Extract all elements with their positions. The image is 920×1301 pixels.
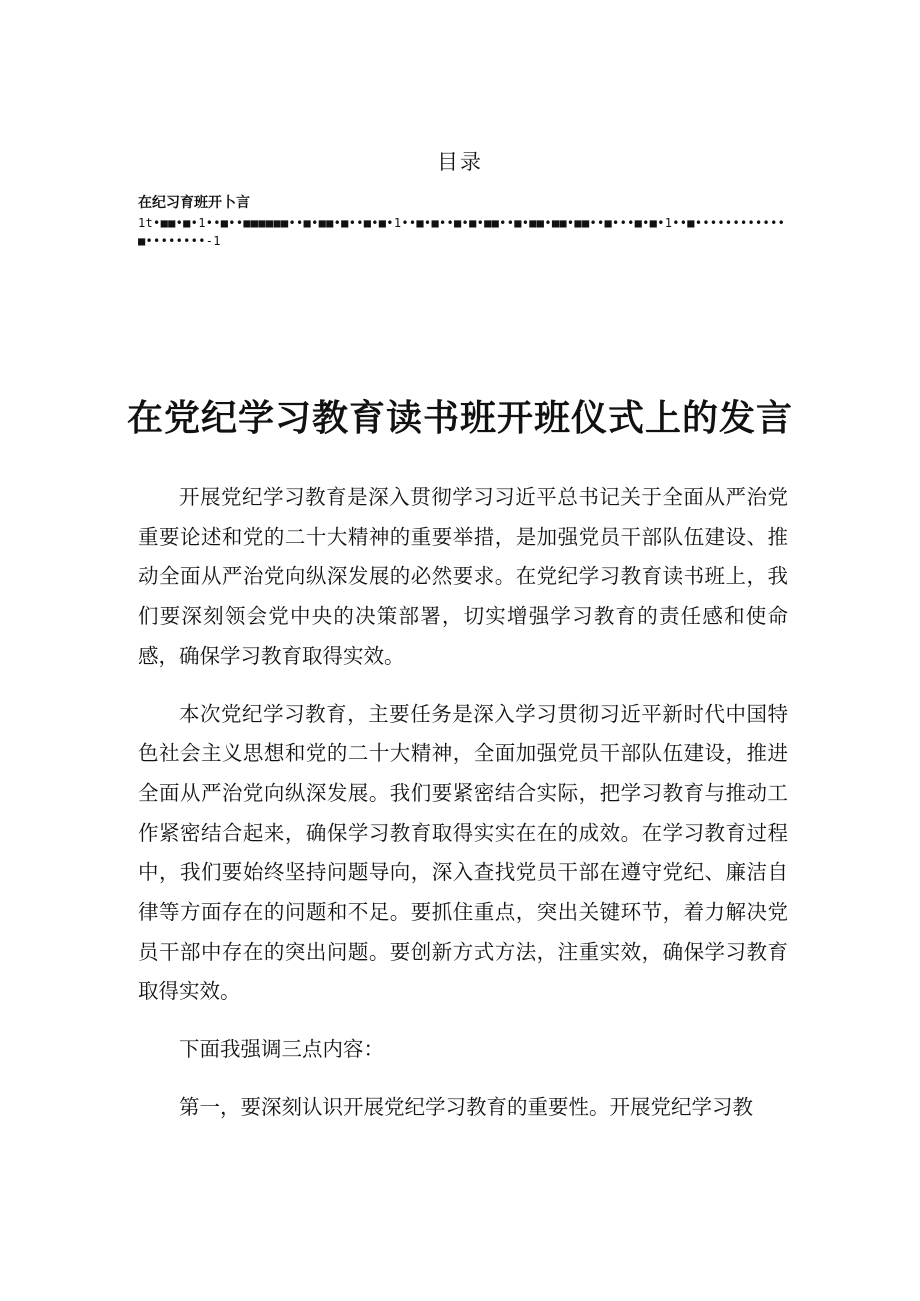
document-title: 在党纪学习教育读书班开班仪式上的发言 [126, 398, 793, 439]
toc-entry-title[interactable]: 在纪习育班开卜言 [138, 195, 250, 211]
body-paragraph: 开展党纪学习教育是深入贯彻学习习近平总书记关于全面从严治党重要论述和党的二十大精神的重要举措，是加强党员干部队伍建设、推动全面从严治党向纵深发展的必然要求。在党纪学习教育读书班上，我们要深刻领会党中央的决策部署，切实增强学习教育的责任感和使命感，确保学习教育取得实效。 [138, 485, 788, 668]
body-paragraph: 第一，要深刻认识开展党纪学习教育的重要性。开展党纪学习教 [179, 1094, 753, 1119]
toc-entry-leader: 1t•■■•■•1••■••■■■■■■••■•■■•■••■•■•1••■•■••■•■•■■••■•■■•■■•■■••■•••■•■•1••■••••••••••••■••••••••-1 [138, 216, 786, 248]
document-body [138, 478, 788, 1146]
body-paragraph: 本次党纪学习教育，主要任务是深入学习贯彻习近平新时代中国特色社会主义思想和党的二十大精神，全面加强党员干部队伍建设，推进全面从严治党向纵深发展。我们要紧密结合实际，把学习教育与推动工作紧密结合起来，确保学习教育取得实实在在的成效。在学习教育过程中，我们要始终坚持问题导向，深入查找党员干部在遵守党纪、廉洁自律等方面存在的问题和不足。要抓住重点，突出关键环节，着力解决党员干部中存在的突出问题。要创新方式方法，注重实效，确保学习教育取得实效。 [138, 701, 788, 1004]
body-paragraph: 下面我强调三点内容： [179, 1037, 384, 1062]
toc-heading: 目录 [437, 150, 483, 174]
